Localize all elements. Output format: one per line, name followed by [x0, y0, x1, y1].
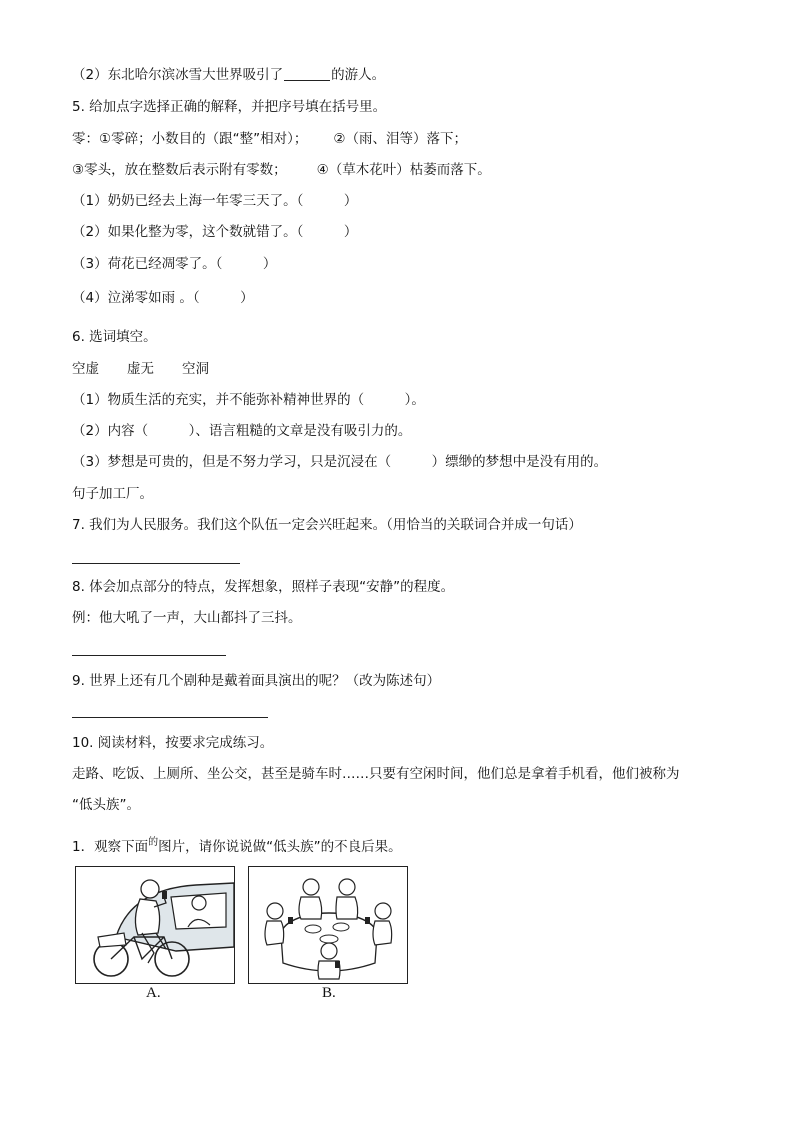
q8-answer-line[interactable]: [72, 655, 226, 656]
q6-title: 6. 选词填空。: [72, 329, 157, 345]
q7-answer-line[interactable]: [72, 563, 240, 564]
q4-2-text: （2）东北哈尔滨冰雪大世界吸引了: [72, 67, 284, 83]
q9-answer-line[interactable]: [72, 717, 268, 718]
caption-b: B.: [322, 985, 336, 1001]
picture-b-family-dinner: [248, 866, 408, 984]
q9-text: 9. 世界上还有几个剧种是戴着面具演出的呢？（改为陈述句）: [72, 673, 441, 689]
q5-definitions-1: [72, 130, 467, 148]
subq-text-end: 图片，请你说说做“低头族”的不良后果。: [158, 839, 402, 855]
def-4: ④（草木花叶）枯萎而落下。: [316, 162, 491, 178]
q4-2-line: [72, 66, 385, 84]
answer-blank[interactable]: [284, 66, 330, 81]
q5-item-3[interactable]: （3）荷花已经凋零了。（ ）: [72, 256, 277, 272]
picture-a-cyclist: [75, 866, 235, 984]
word-option-1: 空虚: [72, 361, 99, 377]
q4-2-text-end: 的游人。: [331, 67, 386, 83]
q8-example: 例：他大吼了一声，大山都抖了三抖。: [72, 610, 302, 626]
subq-text: 1．观察下面: [72, 839, 149, 855]
def-1: 零：①零碎；小数目的（跟“整”相对）；: [72, 131, 308, 147]
def-2: ②（雨、泪等）落下；: [333, 131, 467, 147]
subq-small-char: 的: [148, 837, 159, 848]
word-option-2: 虚无: [127, 361, 154, 377]
q10-material-1: 走路、吃饭、上厕所、坐公交，甚至是骑车时……只要有空闲时间，他们总是拿着手机看，他们被称为: [72, 766, 680, 782]
q10-material-2: “低头族”。: [72, 797, 140, 813]
q6-item-3[interactable]: （3）梦想是可贵的，但是不努力学习，只是沉浸在（ ）缥缈的梦想中是没有用的。: [72, 454, 608, 470]
q5-item-4[interactable]: （4）泣涕零如雨 。（ ）: [72, 290, 254, 306]
word-option-3: 空洞: [182, 361, 209, 377]
family-table-illustration: [249, 867, 407, 983]
q6-item-1[interactable]: （1）物质生活的充实，并不能弥补精神世界的（ ）。: [72, 392, 425, 408]
q5-definitions-2: [72, 161, 491, 179]
caption-a: A.: [146, 985, 161, 1001]
q10-title: 10. 阅读材料，按要求完成练习。: [72, 735, 274, 751]
section-heading: 句子加工厂。: [72, 486, 153, 502]
q8-text: 8. 体会加点部分的特点，发挥想象，照样子表现“安静”的程度。: [72, 579, 455, 595]
def-3: ③零头，放在整数后表示附有零数；: [72, 162, 287, 178]
q5-title: 5. 给加点字选择正确的解释，并把序号填在括号里。: [72, 99, 387, 115]
q10-subquestion: [72, 834, 402, 856]
q5-item-1[interactable]: （1）奶奶已经去上海一年零三天了。（ ）: [72, 193, 358, 209]
cyclist-phone-illustration: [76, 867, 234, 983]
q6-item-2[interactable]: （2）内容（ ）、语言粗糙的文章是没有吸引力的。: [72, 423, 412, 439]
q6-word-bank: [72, 360, 209, 378]
q7-text: 7. 我们为人民服务。我们这个队伍一定会兴旺起来。（用恰当的关联词合并成一句话）: [72, 517, 582, 533]
q5-item-2[interactable]: （2）如果化整为零，这个数就错了。（ ）: [72, 224, 358, 240]
